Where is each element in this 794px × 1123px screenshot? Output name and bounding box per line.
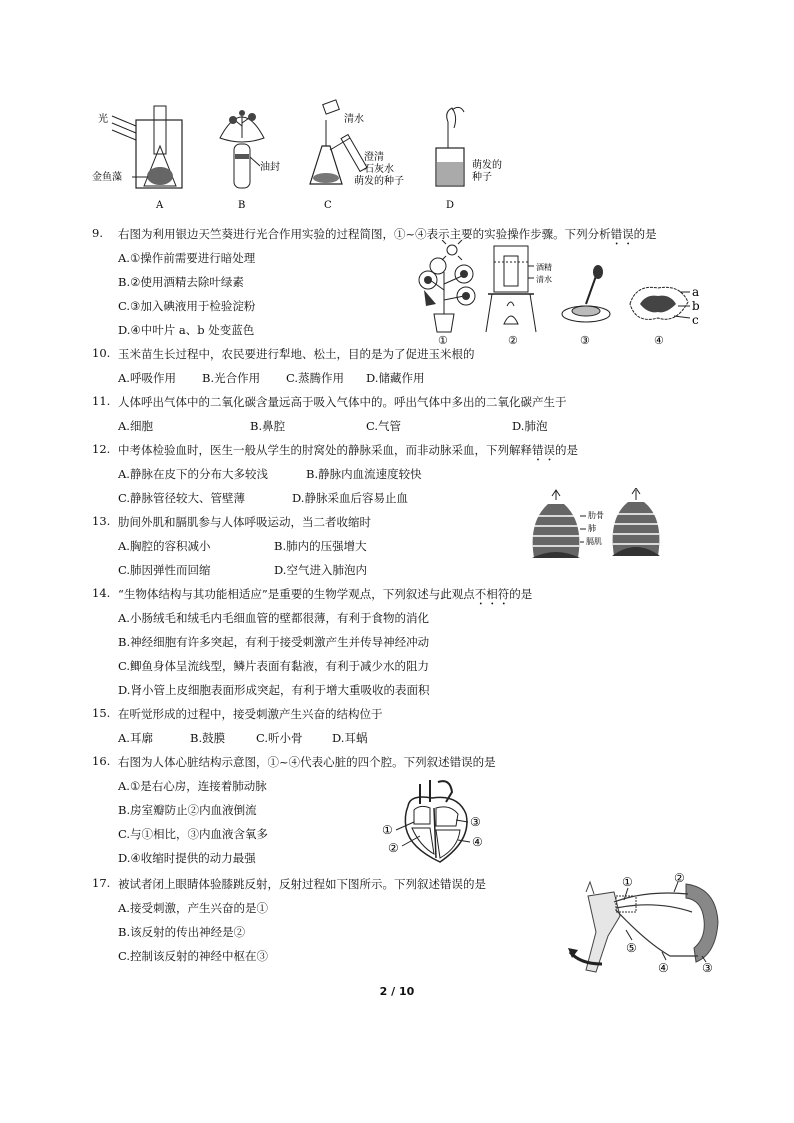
option-a: A.胸腔的容积减小 <box>118 539 211 553</box>
option-a: A.呼吸作用 <box>118 371 176 385</box>
figure-c <box>310 100 404 211</box>
option-c: C.听小骨 <box>256 731 303 745</box>
question-stem: 玉米苗生长过程中，农民要进行犁地、松土，目的是为了促进玉米根的 <box>118 347 475 361</box>
figure-q13-ribcage <box>526 488 676 560</box>
question-number: 16. <box>92 754 111 768</box>
label-clear: 澄清 <box>364 152 384 163</box>
reflex-label-3: ③ <box>702 961 713 975</box>
label-seeds-c: 萌发的种子 <box>354 176 404 187</box>
heart-label-4: ④ <box>472 835 483 849</box>
label-seeds-d-2: 种子 <box>472 172 492 183</box>
ribcage-left <box>532 490 580 558</box>
option-d: D.耳蜗 <box>332 731 368 745</box>
question-number: 13. <box>92 514 111 528</box>
label-rib: 肋骨 <box>588 511 604 520</box>
label-goldfish-weed: 金鱼藻 <box>92 172 122 183</box>
option-b: B.鼓膜 <box>190 731 226 745</box>
option-b: B.房室瓣防止②内血液倒流 <box>118 803 257 817</box>
figure-b <box>220 110 280 211</box>
option-b: B.神经细胞有许多突起，有利于接受刺激产生并传导神经冲动 <box>118 635 430 649</box>
experiment-figures-a-d <box>92 98 512 213</box>
option-c: C.气管 <box>366 419 402 433</box>
step-4-label: ④ <box>654 334 664 347</box>
question-number: 15. <box>92 706 111 720</box>
label-oil-seal: 油封 <box>260 162 280 173</box>
reflex-label-2: ② <box>674 872 685 885</box>
option-d: D.④中叶片 a、b 处变蓝色 <box>118 323 255 337</box>
question-number: 10. <box>92 346 111 360</box>
option-a: A.小肠绒毛和绒毛内毛细血管的壁都很薄，有利于食物的消化 <box>118 611 429 625</box>
step-3-iodine <box>562 265 610 347</box>
option-c: C.与①相比，③内血液含氧多 <box>118 827 269 841</box>
option-d: D.空气进入肺泡内 <box>274 563 367 577</box>
question-stem: 在听觉形成的过程中，接受刺激产生兴奋的结构位于 <box>118 707 383 721</box>
label-diaphragm: 膈肌 <box>586 537 602 546</box>
question-number: 17. <box>92 876 111 890</box>
caption-a: A <box>156 200 164 211</box>
step-2-label: ② <box>508 334 518 347</box>
reflex-label-4: ④ <box>658 961 669 975</box>
step-4-leaf <box>630 285 700 347</box>
question-number: 11. <box>92 394 111 408</box>
leaf-label-c: c <box>692 313 699 327</box>
question-stem: 被试者闭上眼睛体验膝跳反射，反射过程如下图所示。下列叙述错误的是 <box>118 877 486 891</box>
caption-d: D <box>446 200 455 211</box>
label-water: 清水 <box>344 114 364 125</box>
question-number: 9. <box>92 226 103 240</box>
figure-q16-heart <box>380 778 492 866</box>
caption-b: B <box>238 200 246 211</box>
figure-d <box>436 107 502 211</box>
option-b: B.②使用酒精去除叶绿素 <box>118 275 244 289</box>
option-a: A.①是右心房，连接着肺动脉 <box>118 779 267 793</box>
step-1-plant <box>419 240 475 347</box>
question-stem: 中考体检验血时，医生一般从学生的肘窝处的静脉采血，而非动脉采血，下列解释错误的是 <box>118 443 578 457</box>
heart-label-3: ③ <box>470 815 481 829</box>
question-stem: 右图为利用银边天竺葵进行光合作用实验的过程简图，①~④表示主要的实验操作步骤。下列分析错误的是 <box>118 227 657 241</box>
option-c: C.③加入碘液用于检验淀粉 <box>118 299 256 313</box>
option-d: D.储藏作用 <box>366 371 425 385</box>
option-c: C.鲫鱼身体呈流线型，鳞片表面有黏液，有利于减少水的阻力 <box>118 659 430 673</box>
option-b: B.该反射的传出神经是② <box>118 925 246 939</box>
figure-q17-knee-reflex <box>566 872 726 976</box>
option-b: B.光合作用 <box>202 371 261 385</box>
step-3-label: ③ <box>580 334 590 347</box>
option-b: B.鼻腔 <box>250 419 286 433</box>
label-lung: 肺 <box>588 524 596 533</box>
option-d: D.肺泡 <box>512 419 548 433</box>
option-c: C.静脉管径较大、管壁薄 <box>118 491 246 505</box>
option-d: D.肾小管上皮细胞表面形成突起，有利于增大重吸收的表面积 <box>118 683 430 697</box>
label-seeds-d-1: 萌发的 <box>472 160 502 171</box>
heart-label-2: ② <box>388 841 399 855</box>
question-stem: 右图为人体心脏结构示意图，①~④代表心脏的四个腔。下列叙述错误的是 <box>118 755 496 769</box>
option-a: A.静脉在皮下的分布大多较浅 <box>118 467 268 481</box>
question-stem: “生物体结构与其功能相适应”是重要的生物学观点，下列叙述与此观点不相符的是 <box>118 587 533 601</box>
label-light: 光 <box>98 114 108 125</box>
step-2-water-bath <box>486 246 552 347</box>
heart-label-1: ① <box>382 823 393 837</box>
question-number: 14. <box>92 586 111 600</box>
option-a: A.细胞 <box>118 419 153 433</box>
reflex-label-1: ① <box>622 875 633 889</box>
label-alcohol: 酒精 <box>536 263 552 272</box>
figure-a <box>92 106 182 211</box>
leaf-label-b: b <box>692 299 700 313</box>
option-b: B.肺内的压强增大 <box>274 539 367 553</box>
figure-q9-photosynthesis-steps <box>408 240 708 348</box>
label-water-bath: 清水 <box>536 275 552 284</box>
option-a: A.耳廓 <box>118 731 153 745</box>
option-c: C.肺因弹性而回缩 <box>118 563 211 577</box>
question-stem: 人体呼出气体中的二氧化碳含量远高于吸入气体中的。呼出气体中多出的二氧化碳产生于 <box>118 395 567 409</box>
option-d: D.静脉采血后容易止血 <box>292 491 408 505</box>
option-c: C.蒸腾作用 <box>286 371 345 385</box>
step-1-label: ① <box>438 334 448 347</box>
page-number: 2 / 10 <box>379 985 415 998</box>
option-d: D.④收缩时提供的动力最强 <box>118 851 256 865</box>
caption-c: C <box>324 200 332 211</box>
ribcage-right <box>612 488 660 556</box>
question-number: 12. <box>92 442 111 456</box>
reflex-label-5: ⑤ <box>626 941 637 955</box>
question-stem: 肋间外肌和膈肌参与人体呼吸运动，当二者收缩时 <box>118 515 371 529</box>
label-limewater: 石灰水 <box>364 164 394 175</box>
option-b: B.静脉内血流速度较快 <box>306 467 422 481</box>
option-a: A.接受刺激，产生兴奋的是① <box>118 901 268 915</box>
leaf-label-a: a <box>692 285 700 299</box>
option-c: C.控制该反射的神经中枢在③ <box>118 949 269 963</box>
option-a: A.①操作前需要进行暗处理 <box>118 251 256 265</box>
